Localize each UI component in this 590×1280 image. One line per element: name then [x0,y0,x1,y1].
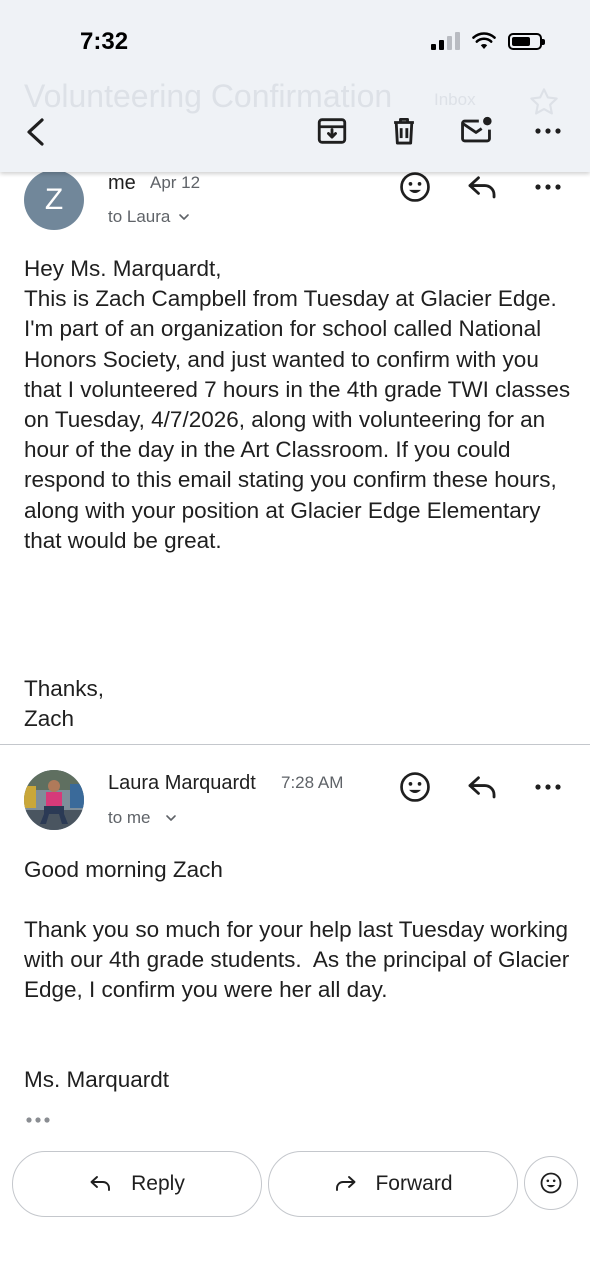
status-time: 7:32 [80,28,129,55]
reply-icon[interactable] [465,170,499,204]
reply-icon [89,1174,113,1194]
recipient-toggle[interactable] [108,807,177,829]
message-greeting: Good morning Zach [24,857,223,882]
message-signoff: Thanks, Zach [24,676,105,732]
trash-icon[interactable] [387,114,421,148]
emoji-icon [539,1171,563,1195]
status-icons [431,32,542,50]
inbox-label: Inbox [434,90,476,109]
signal-icon [431,32,460,50]
recipient-line: to Laura [108,207,171,226]
recipient-toggle[interactable] [108,206,190,228]
forward-button[interactable] [268,1151,518,1217]
avatar: Z [24,170,84,230]
wifi-icon [472,32,496,50]
sender-name: Laura Marquardt [108,772,256,794]
message-signoff: Ms. Marquardt [24,1067,170,1092]
reply-icon[interactable] [465,770,499,804]
forward-icon [333,1174,357,1194]
reply-label: Reply [131,1172,185,1195]
avatar [24,770,84,830]
battery-icon [508,33,542,50]
chevron-down-icon [165,813,177,823]
sender-name: me [108,172,136,194]
back-arrow-icon[interactable] [20,112,56,152]
message-date: Apr 12 [150,173,201,192]
archive-icon[interactable] [315,114,349,148]
mark-unread-icon[interactable] [459,114,493,148]
chevron-down-icon [178,212,190,222]
more-options-icon[interactable] [531,170,565,204]
more-options-icon[interactable] [531,770,565,804]
message-body: Thank you so much for your help last Tuesday working with our 4th grade students. As the principal of Glacier Edge, I confirm you were her all day. [24,917,576,1003]
message-body: Hey Ms. Marquardt, This is Zach Campbell from Tuesday at Glacier Edge. I'm part of an organization for school called National Honors Society, and just wanted to confirm with you that I volunteered 7 hours in the 4th grade TWI classes on Tuesday, 4/7/2026, along with volunteering for an hour of the day in the Art Classroom. If you could respond to this email stating you confirm these hours, along with your position at Glacier Edge Elementary that would be great. [24,256,571,553]
email-subject: Volunteering Confirmation [24,78,393,114]
emoji-react-icon[interactable] [398,170,432,204]
forward-label: Forward [375,1172,453,1195]
more-options-icon[interactable] [531,114,565,148]
emoji-react-button[interactable] [524,1156,578,1210]
reply-button[interactable] [12,1151,262,1217]
message-time: 7:28 AM [281,773,344,792]
show-trimmed-content-icon[interactable] [24,1114,52,1126]
recipient-line: to me [108,808,151,827]
emoji-react-icon[interactable] [398,770,432,804]
divider [0,744,590,745]
top-app-bar [0,0,590,172]
